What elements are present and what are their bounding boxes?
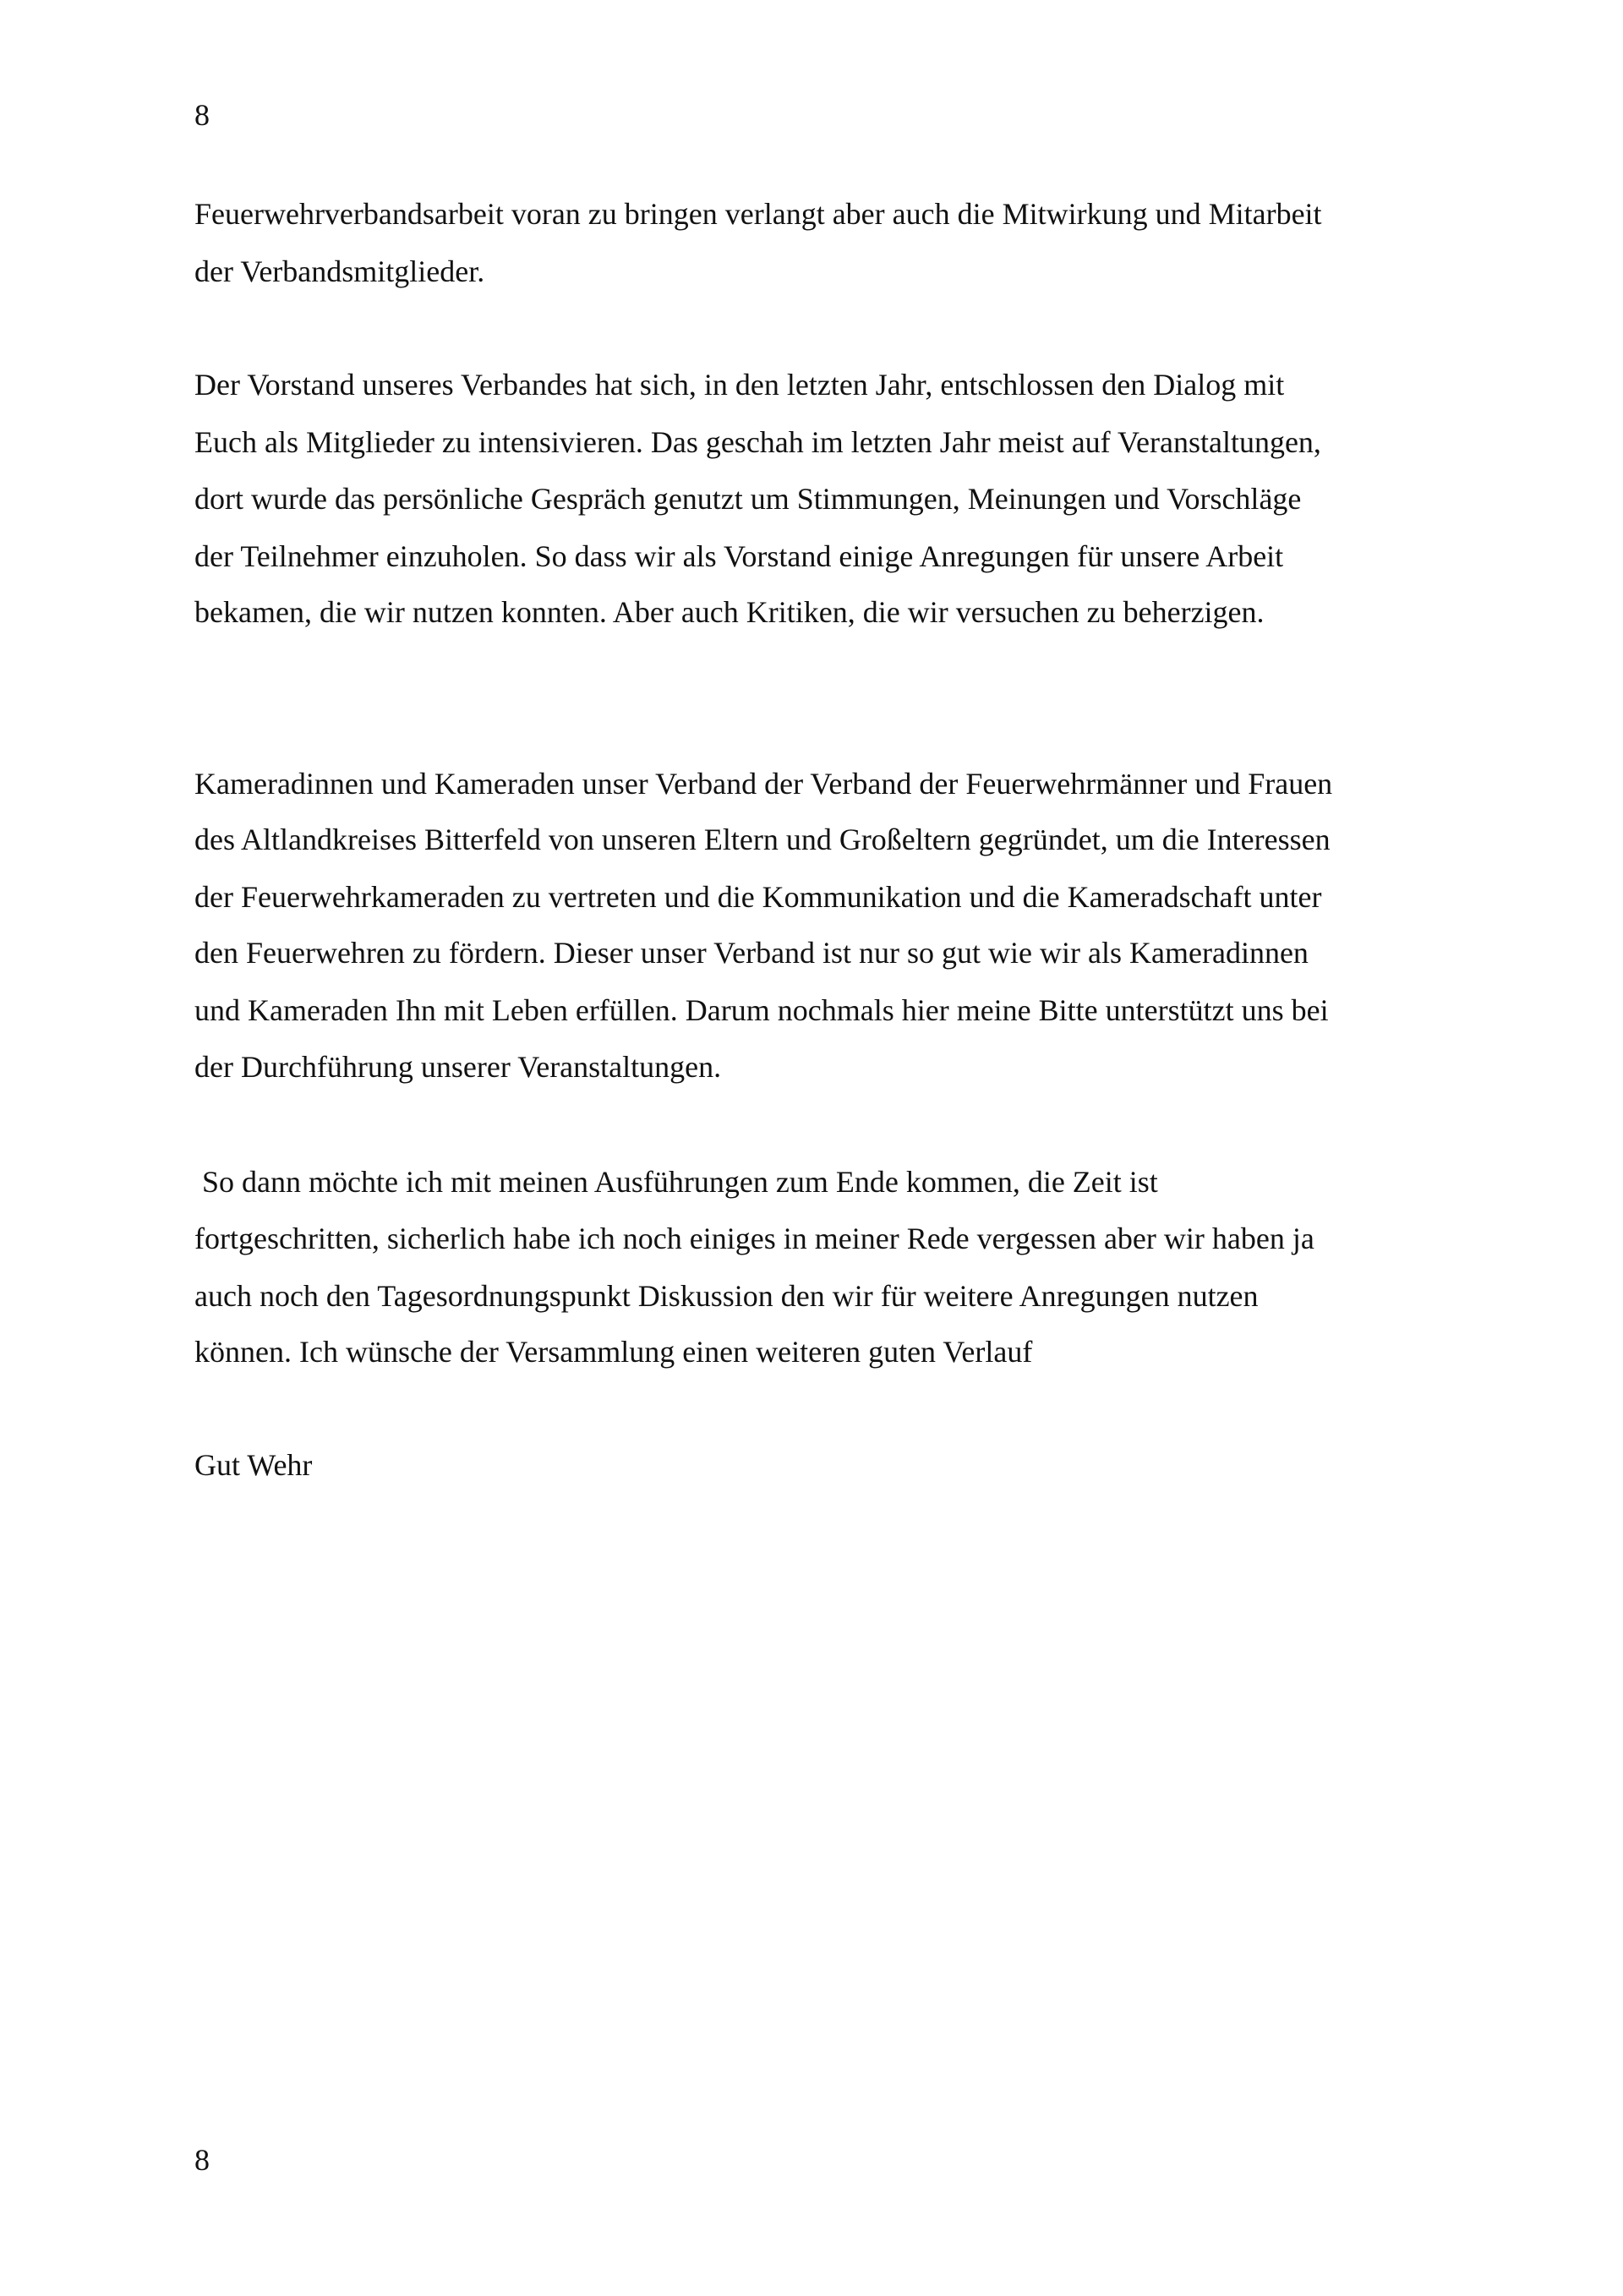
text-line: So dann möchte ich mit meinen Ausführungen zum Ende kommen, die Zeit ist bbox=[194, 1165, 1158, 1199]
header-page-number: 8 bbox=[194, 98, 210, 132]
text-line: fortgeschritten, sicherlich habe ich noch einiges in meiner Rede vergessen aber wir haben ja bbox=[194, 1222, 1314, 1255]
text-line: der Feuerwehrkameraden zu vertreten und die Kommunikation und die Kameradschaft unter bbox=[194, 880, 1322, 914]
text-line: auch noch den Tagesordnungspunkt Diskussion den wir für weitere Anregungen nutzen bbox=[194, 1279, 1259, 1313]
text-line: und Kameraden Ihn mit Leben erfüllen. Darum nochmals hier meine Bitte unterstützt uns bei bbox=[194, 993, 1329, 1027]
text-line: Euch als Mitglieder zu intensivieren. Das geschah im letzten Jahr meist auf Veranstaltungen, bbox=[194, 425, 1321, 459]
text-line: den Feuerwehren zu fördern. Dieser unser Verband ist nur so gut wie wir als Kameradinnen bbox=[194, 936, 1309, 970]
closing-greeting: Gut Wehr bbox=[194, 1448, 313, 1482]
text-line: dort wurde das persönliche Gespräch genutzt um Stimmungen, Meinungen und Vorschläge bbox=[194, 482, 1302, 516]
text-line: der Verbandsmitglieder. bbox=[194, 254, 485, 288]
text-line: Kameradinnen und Kameraden unser Verband der Verband der Feuerwehrmänner und Frauen bbox=[194, 767, 1333, 801]
text-line: können. Ich wünsche der Versammlung einen weiteren guten Verlauf bbox=[194, 1335, 1033, 1369]
footer-page-number: 8 bbox=[194, 2143, 210, 2177]
text-line: Der Vorstand unseres Verbandes hat sich, in den letzten Jahr, entschlossen den Dialog mit bbox=[194, 368, 1285, 402]
text-line: des Altlandkreises Bitterfeld von unseren Eltern und Großeltern gegründet, um die Interessen bbox=[194, 823, 1331, 856]
text-line: der Durchführung unserer Veranstaltungen. bbox=[194, 1050, 722, 1084]
text-line: bekamen, die wir nutzen konnten. Aber auch Kritiken, die wir versuchen zu beherzigen. bbox=[194, 595, 1265, 629]
text-line: Feuerwehrverbandsarbeit voran zu bringen verlangt aber auch die Mitwirkung und Mitarbeit bbox=[194, 197, 1322, 231]
text-line: der Teilnehmer einzuholen. So dass wir als Vorstand einige Anregungen für unsere Arbeit bbox=[194, 539, 1284, 573]
